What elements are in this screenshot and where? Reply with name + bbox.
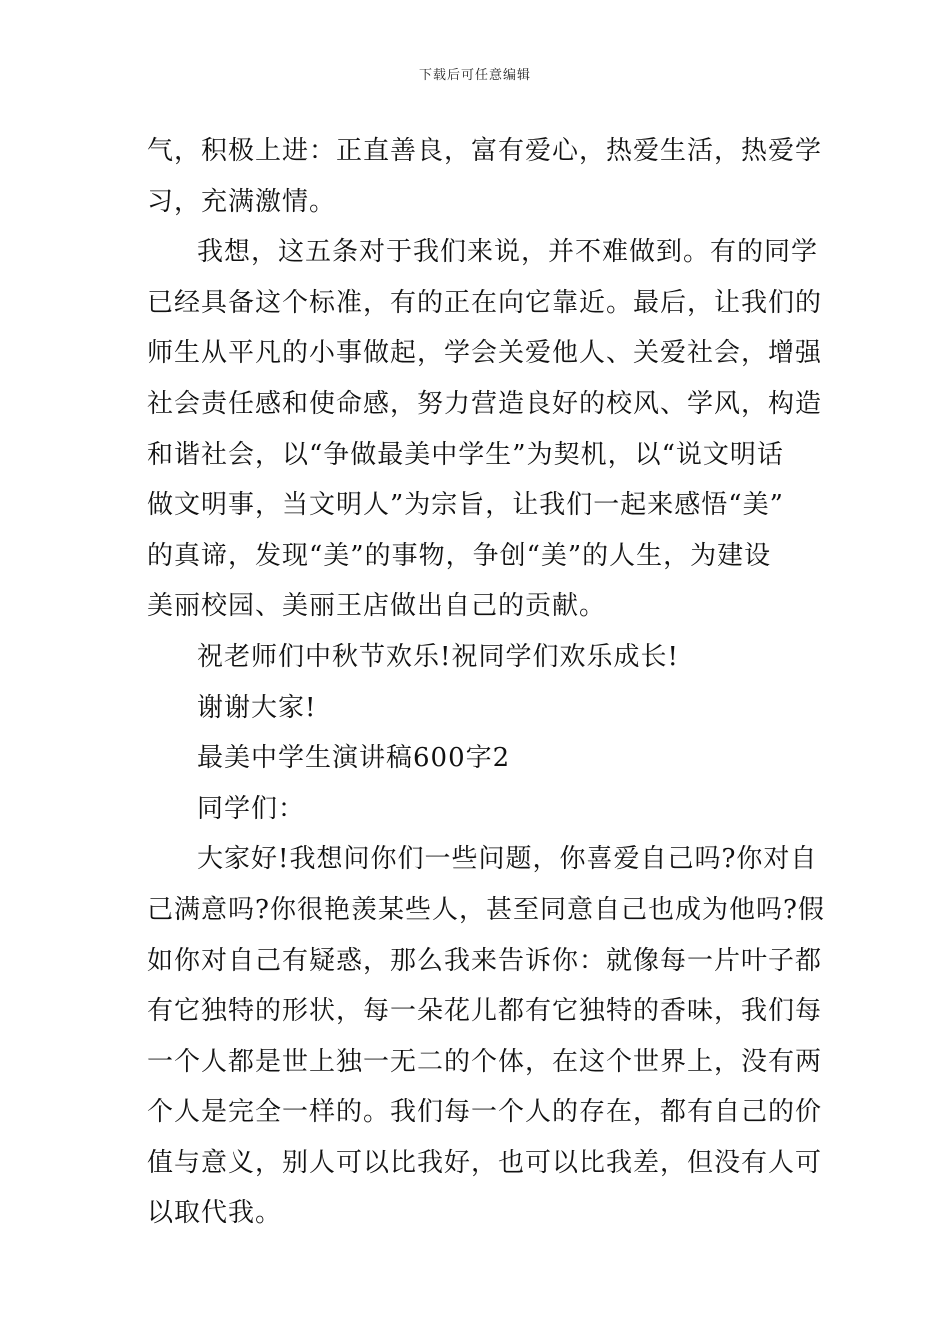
text-line: 值与意义，别人可以比我好，也可以比我差，但没有人可 [147, 1147, 823, 1178]
text-line: 己满意吗?你很艳羡某些人，甚至同意自己也成为他吗?假 [147, 894, 825, 925]
text-line: 已经具备这个标准，有的正在向它靠近。最后，让我们的 [147, 287, 823, 318]
text-line: 社会责任感和使命感，努力营造良好的校风、学风，构造 [147, 388, 823, 419]
text-line: 以取代我。 [147, 1198, 283, 1229]
paragraph-start-line: 我想，这五条对于我们来说，并不难做到。有的同学 [197, 237, 819, 268]
text-line: 个人是完全一样的。我们每一个人的存在，都有自己的价 [147, 1097, 823, 1128]
salutation-line: 同学们： [197, 793, 306, 824]
thanks-line: 谢谢大家! [197, 692, 317, 723]
document-body [147, 126, 825, 1239]
text-line: 有它独特的形状，每一朵花儿都有它独特的香味，我们每 [147, 996, 823, 1027]
text-line: 师生从平凡的小事做起，学会关爱他人、关爱社会，增强 [147, 338, 823, 369]
paragraph-start-line: 大家好!我想问你们一些问题，你喜爱自己吗?你对自 [197, 844, 818, 875]
text-line: 如你对自己有疑惑，那么我来告诉你：就像每一片叶子都 [147, 945, 823, 976]
text-line: 一个人都是世上独一无二的个体，在这个世界上，没有两 [147, 1046, 823, 1077]
text-line: 气，积极上进：正直善良，富有爱心，热爱生活，热爱学 [147, 136, 823, 166]
greeting-line: 祝老师们中秋节欢乐!祝同学们欢乐成长! [197, 641, 679, 672]
text-line: 和谐社会，以“争做最美中学生”为契机，以“说文明话 [147, 439, 784, 470]
text-line: 习，充满激情。 [147, 186, 337, 217]
text-line: 的真谛，发现“美”的事物，争创“美”的人生，为建设 [147, 540, 772, 571]
text-line: 做文明事，当文明人”为宗旨，让我们一起来感悟“美” [147, 490, 784, 521]
text-line: 美丽校园、美丽王店做出自己的贡献。 [147, 591, 607, 622]
page-header: 下载后可任意编辑 [418, 68, 531, 83]
section-title: 最美中学生演讲稿600字2 [197, 743, 511, 774]
